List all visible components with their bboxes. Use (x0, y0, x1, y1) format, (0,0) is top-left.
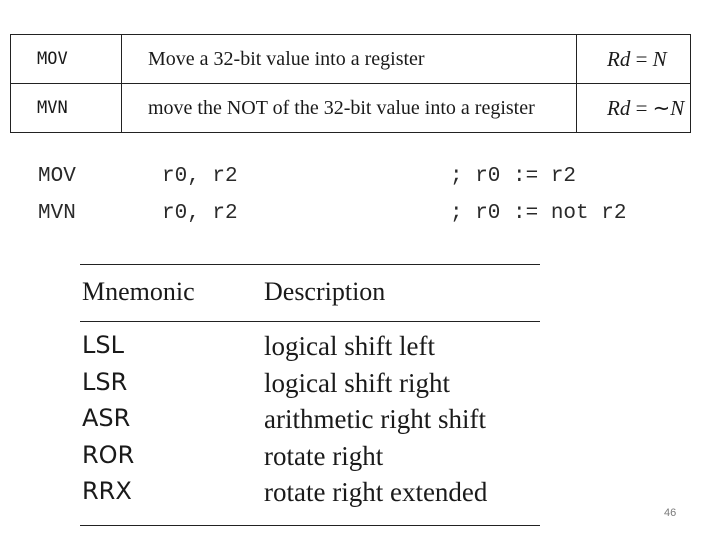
instruction-equation (577, 84, 691, 133)
code-opcode: MOV (38, 165, 76, 188)
instruction-table (10, 34, 691, 133)
code-example (38, 165, 678, 239)
code-operands: r0, r2 (162, 165, 238, 188)
equation-rhs: N (670, 95, 685, 120)
instruction-description: move the NOT of the 32-bit value into a register (122, 84, 577, 133)
code-opcode: MVN (38, 202, 76, 225)
shift-description: rotate right extended (264, 477, 488, 507)
instruction-description: Move a 32-bit value into a register (122, 35, 577, 84)
code-line (38, 165, 678, 202)
code-comment: ; r0 := not r2 (450, 202, 627, 225)
instruction-mnemonic: MVN (11, 84, 122, 133)
page-number: 46 (664, 507, 677, 519)
equation-rhs: N (652, 46, 667, 71)
equation-lhs: Rd (607, 95, 631, 120)
table-row (80, 368, 540, 405)
shift-mnemonic: ASR (82, 404, 131, 432)
equation-lhs: Rd (607, 46, 631, 71)
code-line (38, 202, 678, 239)
shift-description: logical shift left (264, 331, 435, 361)
table-row (80, 404, 540, 441)
shift-description: rotate right (264, 440, 384, 471)
code-comment: ; r0 := r2 (450, 165, 577, 188)
shift-table (80, 264, 540, 526)
shift-table-body (80, 322, 540, 525)
shift-mnemonic: LSR (82, 367, 128, 396)
table-bottom-rule (80, 525, 540, 526)
table-row (80, 331, 540, 368)
table-row (80, 477, 540, 514)
shift-description: arithmetic right shift (264, 404, 486, 434)
shift-description: logical shift right (264, 367, 450, 398)
shift-mnemonic: RRX (82, 477, 132, 505)
table-row (80, 441, 540, 478)
instruction-row-mvn (11, 84, 691, 133)
header-description: Description (264, 277, 386, 306)
code-operands: r0, r2 (162, 202, 238, 225)
header-mnemonic: Mnemonic (82, 277, 195, 306)
equation-operator: = (630, 95, 653, 120)
instruction-mnemonic: MOV (11, 35, 122, 84)
equation-operator: = (630, 46, 653, 71)
shift-table-header (80, 265, 540, 321)
instruction-row-mov (11, 35, 691, 84)
shift-mnemonic: ROR (82, 440, 135, 469)
equation-rhs-prefix: ∼ (652, 95, 671, 120)
instruction-equation (577, 35, 691, 84)
shift-mnemonic: LSL (82, 331, 124, 359)
